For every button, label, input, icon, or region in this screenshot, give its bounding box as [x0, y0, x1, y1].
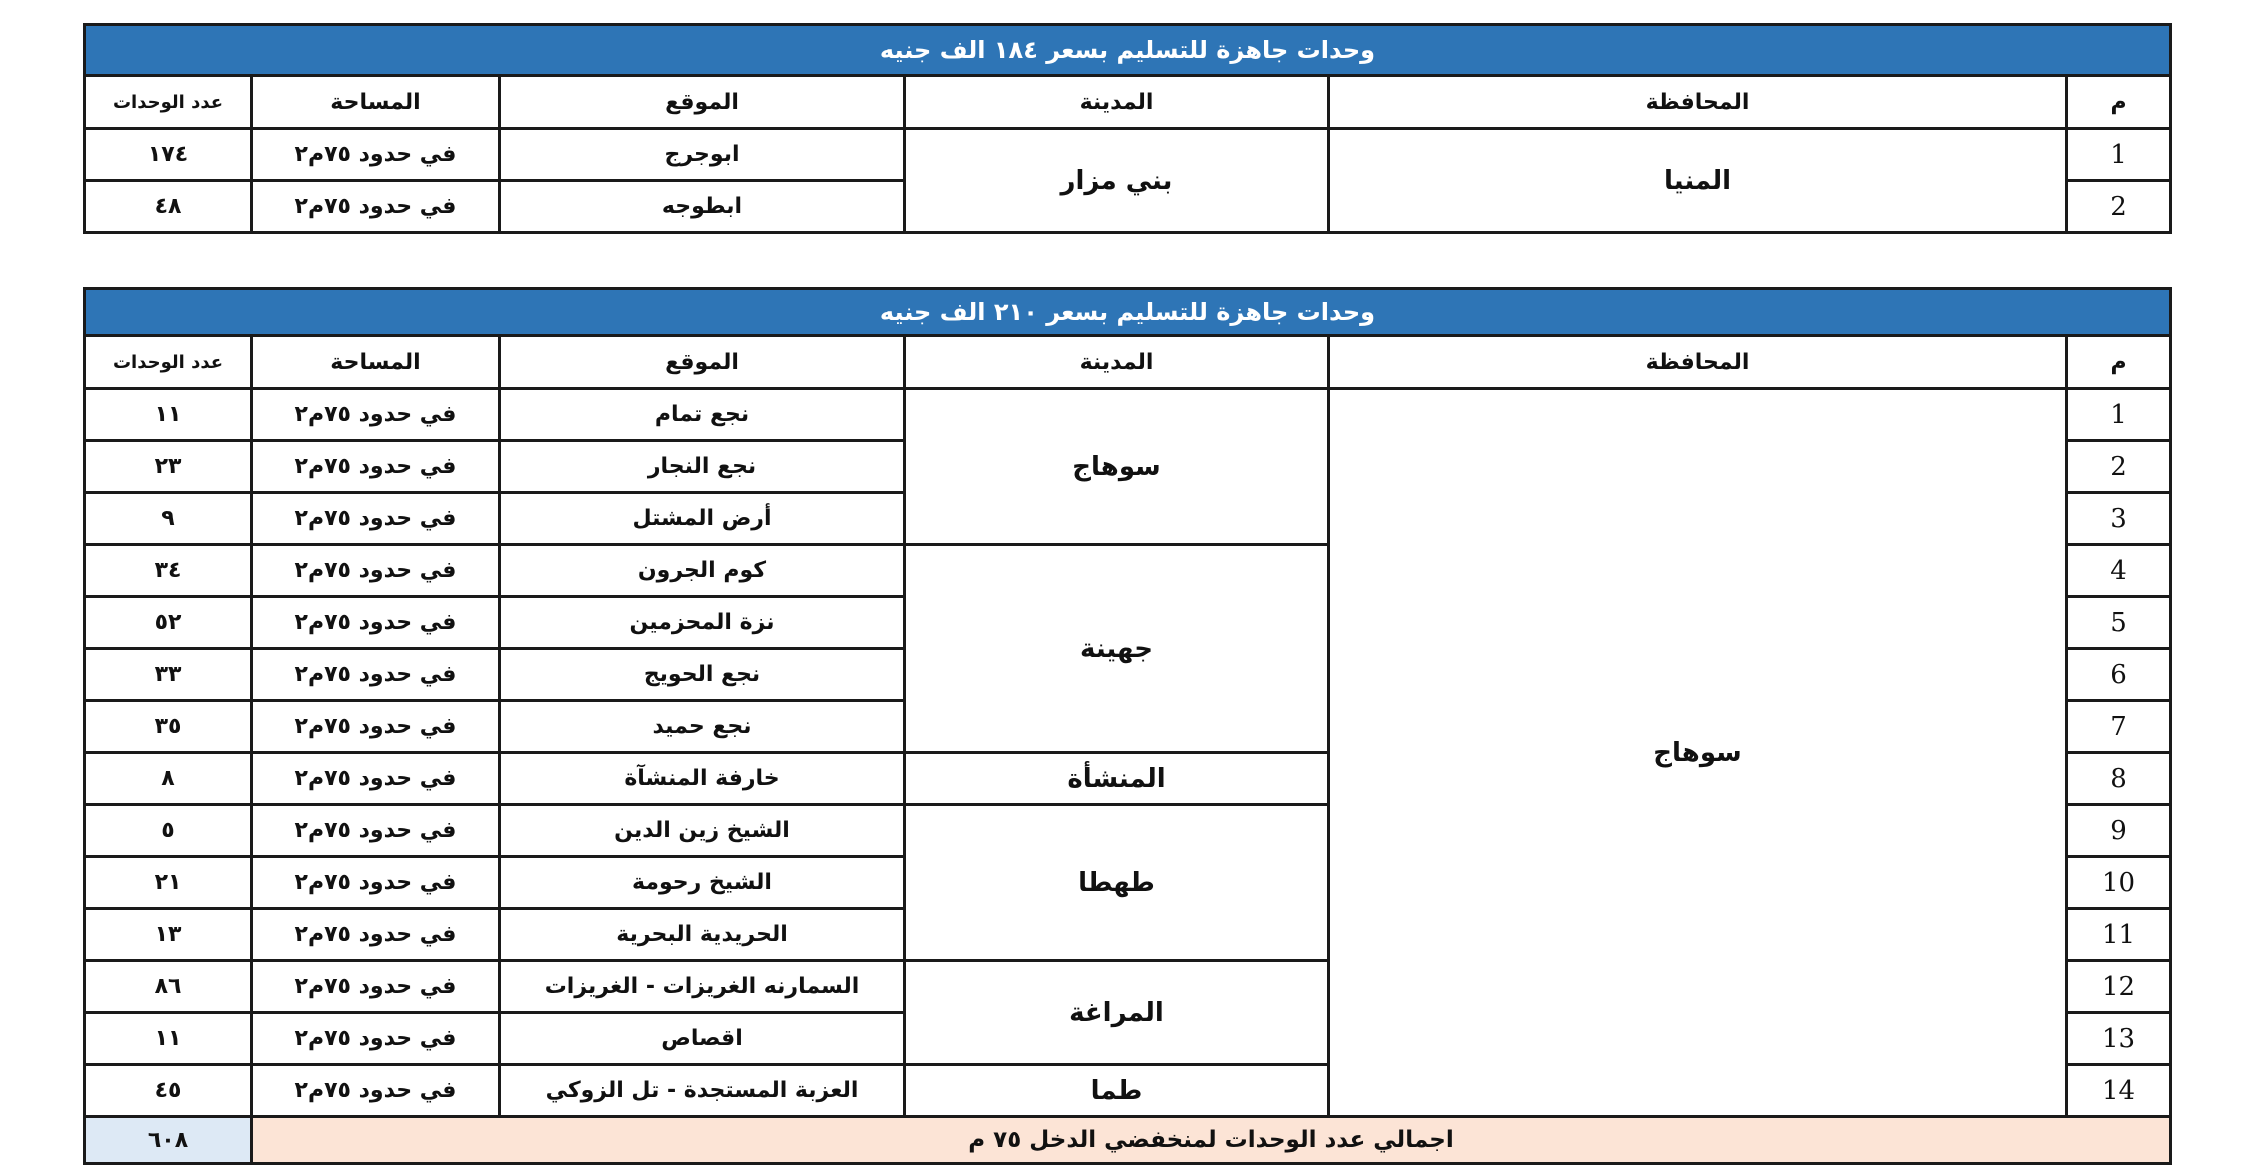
cell-area: في حدود ٧٥م٢ [252, 701, 500, 753]
cell-area: في حدود ٧٥م٢ [252, 597, 500, 649]
cell-location: نجع النجار [500, 441, 905, 493]
total-units-value: ٦٠٨ [85, 1117, 252, 1164]
cell-area: في حدود ٧٥م٢ [252, 441, 500, 493]
cell-count: ١٧٤ [85, 129, 252, 181]
cell-area: في حدود ٧٥م٢ [252, 129, 500, 181]
cell-location: خارفة المنشآة [500, 753, 905, 805]
cell-area: في حدود ٧٥م٢ [252, 389, 500, 441]
cell-city: المراغة [905, 961, 1329, 1065]
cell-city: طهطا [905, 805, 1329, 961]
table-title-row [85, 25, 2171, 76]
cell-city: المنشأة [905, 753, 1329, 805]
cell-count: ١١ [85, 1013, 252, 1065]
cell-area: في حدود ٧٥م٢ [252, 545, 500, 597]
header-location: الموقع [500, 76, 905, 129]
cell-area: في حدود ٧٥م٢ [252, 1013, 500, 1065]
cell-area: في حدود ٧٥م٢ [252, 1065, 500, 1117]
cell-index: 12 [2067, 961, 2171, 1013]
cell-location: نزة المحزمين [500, 597, 905, 649]
cell-count: ٤٨ [85, 181, 252, 233]
cell-area: في حدود ٧٥م٢ [252, 857, 500, 909]
cell-city: طما [905, 1065, 1329, 1117]
cell-location: الشيخ زين الدين [500, 805, 905, 857]
units-table-184 [83, 23, 2172, 234]
header-area: المساحة [252, 336, 500, 389]
header-location: الموقع [500, 336, 905, 389]
cell-city: بني مزار [905, 129, 1329, 233]
table-title-row [85, 289, 2171, 336]
cell-index: 2 [2067, 181, 2171, 233]
cell-governorate: سوهاج [1329, 389, 2067, 1117]
cell-count: ١٣ [85, 909, 252, 961]
cell-area: في حدود ٧٥م٢ [252, 493, 500, 545]
cell-index: 5 [2067, 597, 2171, 649]
table-title: وحدات جاهزة للتسليم بسعر ١٨٤ الف جنيه [85, 25, 2171, 76]
cell-count: ٤٥ [85, 1065, 252, 1117]
cell-governorate: المنيا [1329, 129, 2067, 233]
cell-index: 8 [2067, 753, 2171, 805]
cell-location: الحريدية البحرية [500, 909, 905, 961]
header-city: المدينة [905, 336, 1329, 389]
table-header-row [85, 336, 2171, 389]
cell-count: ٢٣ [85, 441, 252, 493]
cell-index: 6 [2067, 649, 2171, 701]
cell-count: ٣٥ [85, 701, 252, 753]
cell-index: 2 [2067, 441, 2171, 493]
cell-index: 9 [2067, 805, 2171, 857]
cell-count: ١١ [85, 389, 252, 441]
cell-index: 13 [2067, 1013, 2171, 1065]
header-count: عدد الوحدات [85, 76, 252, 129]
cell-count: ٨ [85, 753, 252, 805]
header-index: م [2067, 336, 2171, 389]
cell-index: 3 [2067, 493, 2171, 545]
cell-index: 1 [2067, 129, 2171, 181]
cell-area: في حدود ٧٥م٢ [252, 753, 500, 805]
cell-area: في حدود ٧٥م٢ [252, 649, 500, 701]
header-area: المساحة [252, 76, 500, 129]
cell-location: أرض المشتل [500, 493, 905, 545]
cell-location: نجع حميد [500, 701, 905, 753]
cell-location: ابطوجه [500, 181, 905, 233]
cell-city: سوهاج [905, 389, 1329, 545]
header-governorate: المحافظة [1329, 76, 2067, 129]
cell-city: جهينة [905, 545, 1329, 753]
cell-location: الشيخ رحومة [500, 857, 905, 909]
cell-count: ٨٦ [85, 961, 252, 1013]
cell-location: العزبة المستجدة - تل الزوكي [500, 1065, 905, 1117]
cell-index: 4 [2067, 545, 2171, 597]
cell-count: ٩ [85, 493, 252, 545]
table-total-row [85, 1117, 2171, 1164]
header-city: المدينة [905, 76, 1329, 129]
cell-area: في حدود ٧٥م٢ [252, 805, 500, 857]
cell-location: نجع تمام [500, 389, 905, 441]
cell-count: ٣٤ [85, 545, 252, 597]
table-title: وحدات جاهزة للتسليم بسعر ٢١٠ الف جنيه [85, 289, 2171, 336]
cell-count: ٢١ [85, 857, 252, 909]
header-index: م [2067, 76, 2171, 129]
cell-area: في حدود ٧٥م٢ [252, 909, 500, 961]
cell-index: 10 [2067, 857, 2171, 909]
cell-location: نجع الحويج [500, 649, 905, 701]
units-table-210 [83, 287, 2172, 1165]
cell-index: 11 [2067, 909, 2171, 961]
cell-location: ابوجرج [500, 129, 905, 181]
table-row [85, 389, 2171, 441]
cell-location: كوم الجرون [500, 545, 905, 597]
total-units-label: اجمالي عدد الوحدات لمنخفضي الدخل ٧٥ م [252, 1117, 2171, 1164]
cell-count: ٥ [85, 805, 252, 857]
header-governorate: المحافظة [1329, 336, 2067, 389]
cell-count: ٣٣ [85, 649, 252, 701]
cell-index: 1 [2067, 389, 2171, 441]
cell-count: ٥٢ [85, 597, 252, 649]
cell-location: اقصاص [500, 1013, 905, 1065]
cell-location: السمارنه الغريزات - الغريزات [500, 961, 905, 1013]
cell-area: في حدود ٧٥م٢ [252, 181, 500, 233]
cell-area: في حدود ٧٥م٢ [252, 961, 500, 1013]
cell-index: 7 [2067, 701, 2171, 753]
table-row [85, 129, 2171, 181]
table-header-row [85, 76, 2171, 129]
cell-index: 14 [2067, 1065, 2171, 1117]
header-count: عدد الوحدات [85, 336, 252, 389]
